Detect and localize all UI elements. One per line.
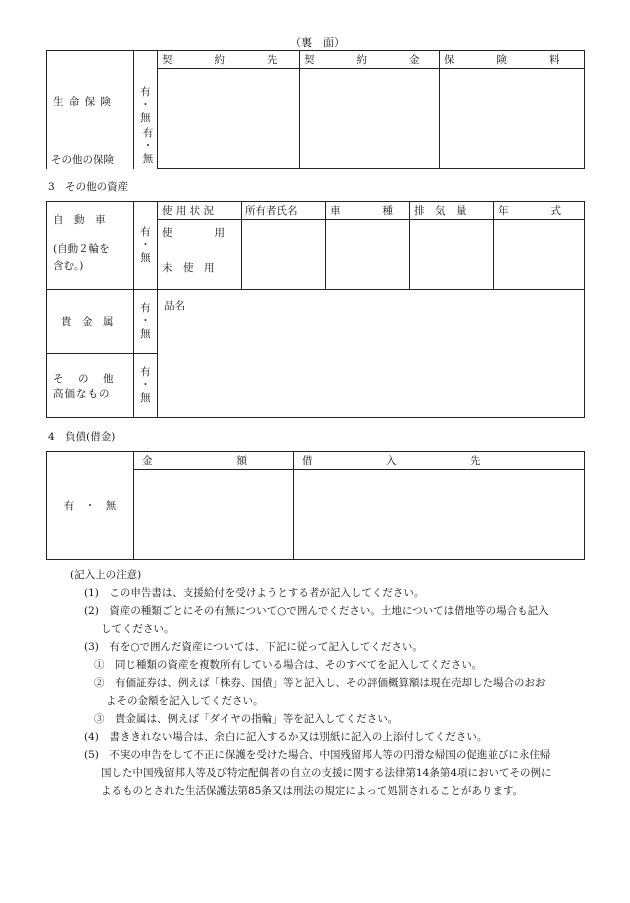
contractor-cell[interactable] [158,69,300,169]
header-lender: 借 入 先 [294,452,585,470]
page-title: （裏 面） [290,36,345,49]
year-cell[interactable] [494,220,585,290]
header-amount: 金 額 [134,452,294,470]
section-3-title: 3 その他の資産 [48,181,129,193]
other-valuables-cell: そ の 他 高価なもの [47,354,134,418]
precious-metal-cell: 貴 金 属 [47,290,134,354]
note-3-3: ③ 貴金属は、例えば「ダイヤの指輪」等を記入してください。 [94,713,399,725]
note-2: (2) 資産の種類ごとにその有無について○で囲んでください。土地については借地等の場合も記入 [84,605,549,617]
car-yes-no[interactable]: 有 ・ 無 [134,202,158,290]
header-year: 年 式 [494,202,585,220]
life-insurance-yes-no[interactable]: 有 ・ 無 [134,51,158,169]
insurance-table [46,50,585,169]
debts-table [46,451,585,560]
displacement-cell[interactable] [410,220,494,290]
life-insurance-cell [47,51,134,169]
other-insurance-label: その他の保険 [51,154,114,166]
premium-cell[interactable] [440,69,585,169]
notes-heading: (記入上の注意) [70,569,142,581]
note-3-2-cont: よその金額を記入してください。 [106,695,264,707]
header-owner: 所有者氏名 [242,202,326,220]
note-3-1: ① 同じ種類の資産を複数所有している場合は、そのすべてを記入してください。 [94,659,483,671]
section-4-title: 4 負債(借金) [48,431,116,443]
model-cell[interactable] [326,220,410,290]
contract-amount-cell[interactable] [300,69,440,169]
usage-in-use[interactable]: 使 用 [158,220,242,246]
note-5-cont-2: よるものとされた生活保護法第85条又は刑法の規定によって処罰されることがあります。 [101,785,524,797]
note-1: (1) この申告書は、支援給付を受けようとする者が記入してください。 [84,587,425,599]
note-3: (3) 有を○で囲んだ資産については、下記に従って記入してください。 [84,641,423,653]
item-name-cell[interactable]: 品名 [158,290,585,418]
owner-cell[interactable] [242,220,326,290]
usage-not-in-use[interactable]: 未 使 用 [158,246,242,290]
header-contractor: 契 約 先 [158,51,300,69]
other-assets-table [46,201,585,418]
car-cell: 自 動 車 (自動２輪を 含む。) [47,202,134,290]
life-insurance-label: 生 命 保 険 [53,96,113,109]
header-usage: 使 用 状 況 [158,202,242,220]
precious-metal-yes-no[interactable]: 有 ・ 無 [134,290,158,354]
debts-yes-no-cell[interactable]: 有 ・ 無 [47,452,134,560]
note-4: (4) 書ききれない場合は、余白に記入するか又は別紙に記入の上添付してください。 [84,731,488,743]
other-valuables-yes-no[interactable]: 有 ・ 無 [134,354,158,418]
header-model: 車 種 [326,202,410,220]
header-contract-amount: 契 約 金 [300,51,440,69]
note-3-2: ② 有価証券は、例えば「株券、国債」等と記入し、その評価概算額は現在売却した場合のおお [94,677,546,689]
note-2-cont: してください。 [101,623,175,635]
amount-cell[interactable] [134,470,294,560]
header-premium: 保 険 料 [440,51,585,69]
other-insurance-yes-no[interactable]: 有 ・ 無 [142,127,154,165]
note-5-cont-1: 国した中国残留邦人等及び特定配偶者の自立の支援に関する法律第14条第4項においてその例に [101,767,552,779]
lender-cell[interactable] [294,470,585,560]
note-5: (5) 不実の申告をして不正に保護を受けた場合、中国残留邦人等の円滑な帰国の促進並びに永住帰 [84,749,551,761]
header-displacement: 排 気 量 [410,202,494,220]
